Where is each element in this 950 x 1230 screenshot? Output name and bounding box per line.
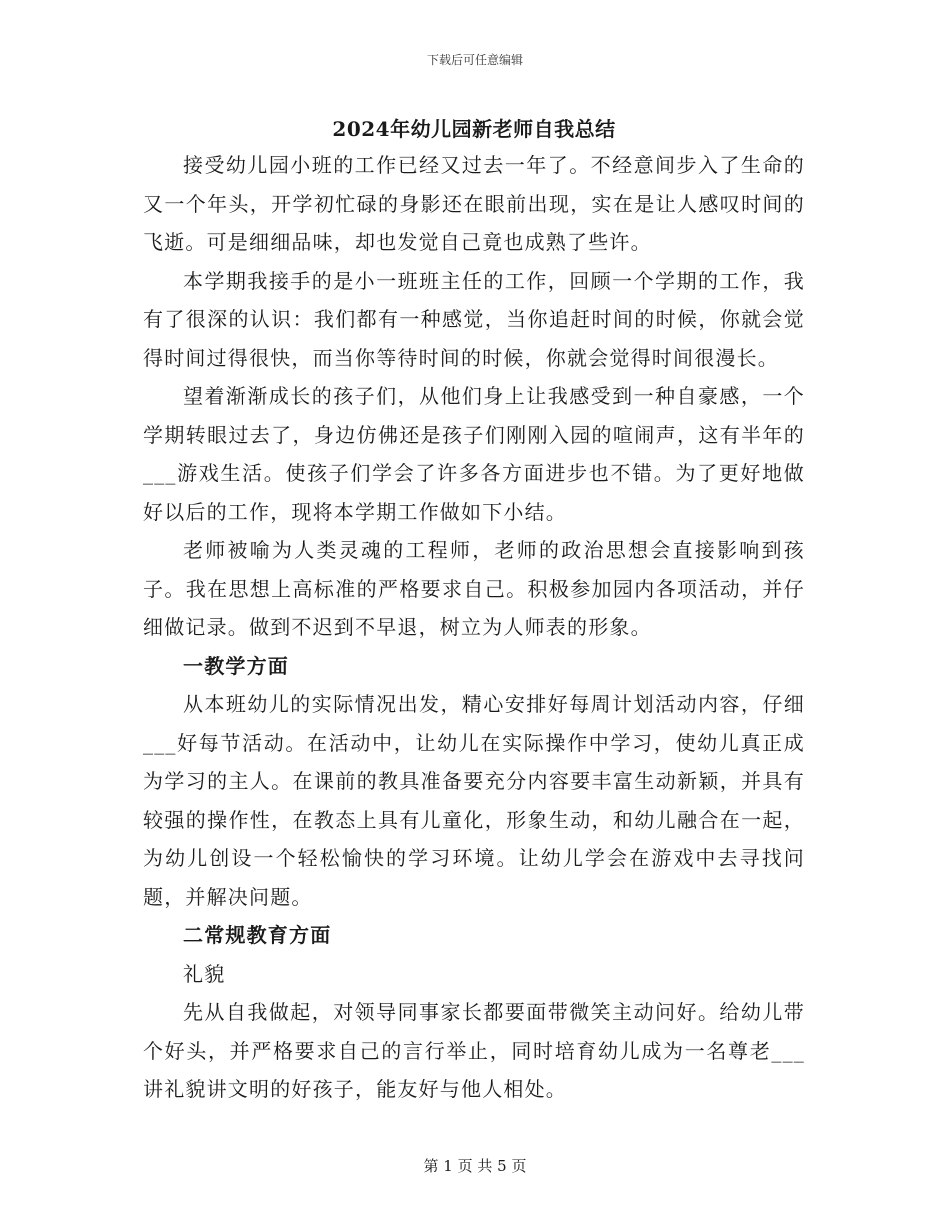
page-header: 下载后可任意编辑 (426, 53, 523, 67)
paragraph-children: 望着渐渐成长的孩子们，从他们身上让我感受到一种自豪感，一个学期转眼过去了，身边仿佛还是孩子们刚刚入园的喧闹声，这有半年的___游戏生活。使孩子们学会了许多各方面进步也不错。为了更好地做好以后的工作，现将本学期工作做如下小结。 (143, 384, 805, 524)
paragraph-intro: 接受幼儿园小班的工作已经又过去一年了。不经意间步入了生命的又一个年头，开学初忙碌的身影还在眼前出现，实在是让人感叹时间的飞逝。可是细细品味，却也发觉自己竟也成熟了些许。 (143, 153, 805, 254)
section-heading-routine: 二常规教育方面 (183, 923, 332, 947)
document-body (143, 112, 805, 1109)
section-heading-teaching: 一教学方面 (183, 653, 289, 678)
page-footer: 第 1 页 共 5 页 (423, 1157, 527, 1175)
paragraph-reflection: 本学期我接手的是小一班班主任的工作，回顾一个学期的工作，我有了很深的认识：我们都有一种感觉，当你追赶时间的时候，你就会觉得时间过得很快，而当你等待时间的时候，你就会觉得时间很漫长。 (143, 268, 805, 370)
subheading-courtesy: 礼貌 (183, 961, 226, 986)
paragraph-courtesy: 先从自我做起，对领导同事家长都要面带微笑主动问好。给幼儿带个好头，并严格要求自己的言行举止，同时培育幼儿成为一名尊老___讲礼貌讲文明的好孩子，能友好与他人相处。 (143, 1000, 805, 1101)
paragraph-teaching: 从本班幼儿的实际情况出发，精心安排好每周计划活动内容，仔细___好每节活动。在活动中，让幼儿在实际操作中学习，使幼儿真正成为学习的主人。在课前的教具准备要充分内容要丰富生动新颖，并具有较强的操作性，在教态上具有儿童化，形象生动，和幼儿融合在一起，为幼儿创设一个轻松愉快的学习环境。让幼儿学会在游戏中去寻找问题，并解决问题。 (143, 692, 805, 909)
paragraph-teacher-ideology: 老师被喻为人类灵魂的工程师，老师的政治思想会直接影响到孩子。我在思想上高标准的严格要求自己。积极参加园内各项活动，并仔细做记录。做到不迟到不早退，树立为人师表的形象。 (143, 538, 805, 639)
document-title: 2024年幼儿园新老师自我总结 (332, 117, 616, 141)
